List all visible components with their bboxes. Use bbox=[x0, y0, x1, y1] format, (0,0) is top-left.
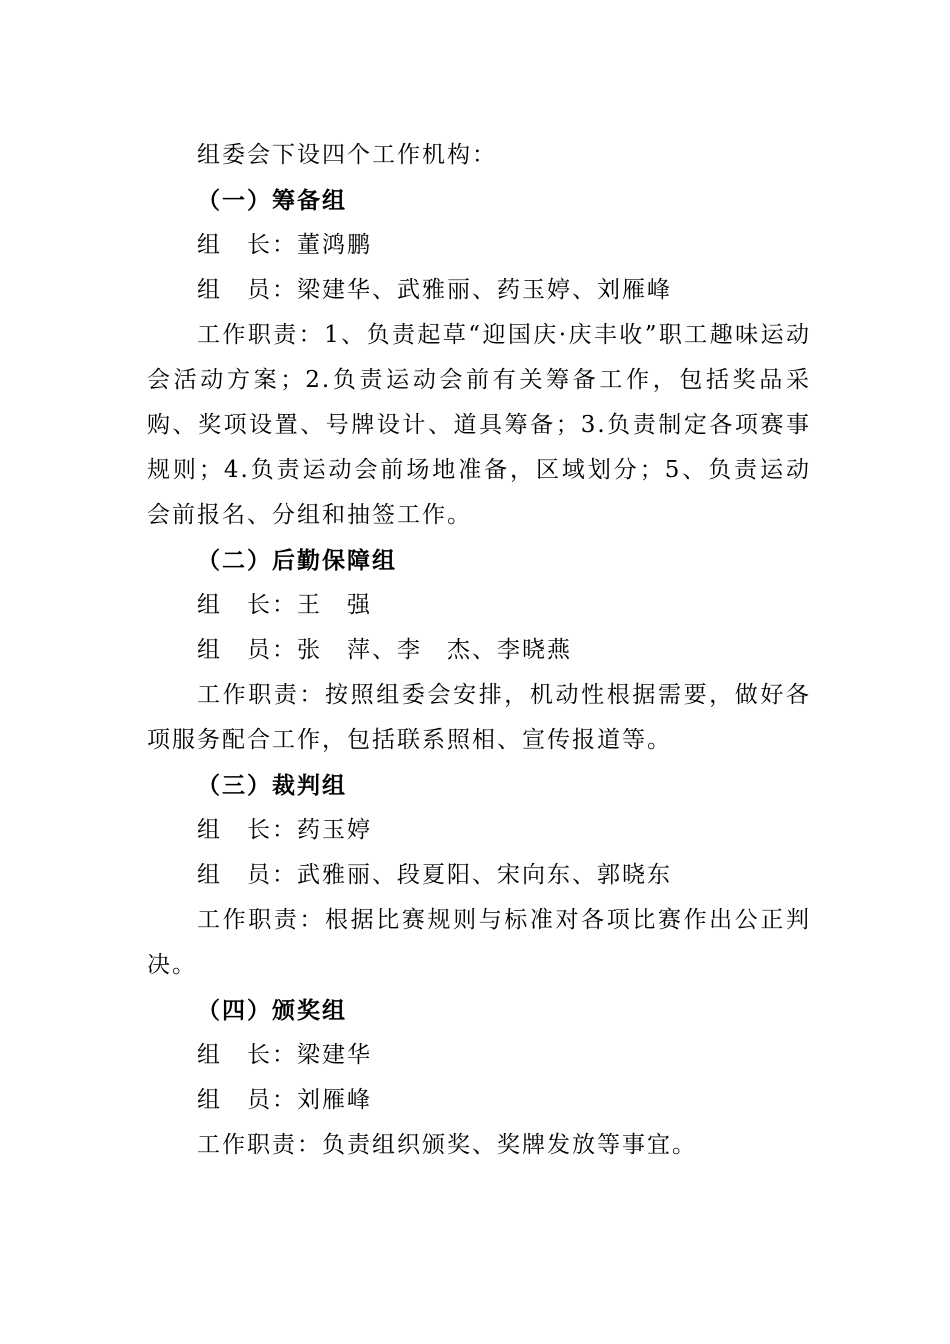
group-1-leader: 董鸿鹏 bbox=[297, 232, 372, 258]
group-3-members-label: 组 员： bbox=[197, 862, 297, 888]
group-3-leader-line bbox=[147, 808, 811, 853]
group-1-heading: （一）筹备组 bbox=[197, 187, 347, 214]
group-2-leader-line bbox=[147, 583, 811, 628]
group-3-leader: 药玉婷 bbox=[297, 817, 372, 843]
group-2-duty: 工作职责：按照组委会安排，机动性根据需要，做好各项服务配合工作，包括联系照相、宣传报道等。 bbox=[147, 682, 811, 753]
group-3-members-line bbox=[147, 853, 811, 898]
group-4-members: 刘雁峰 bbox=[297, 1087, 372, 1113]
group-4-duty: 工作职责：负责组织颁奖、奖牌发放等事宜。 bbox=[197, 1132, 697, 1158]
group-3-members: 武雅丽、段夏阳、宋向东、郭晓东 bbox=[297, 862, 672, 888]
group-4-members-label: 组 员： bbox=[197, 1087, 297, 1113]
group-1-members-line bbox=[147, 268, 811, 313]
group-2-members-label: 组 员： bbox=[197, 637, 297, 663]
group-1-members: 梁建华、武雅丽、药玉婷、刘雁峰 bbox=[297, 277, 672, 303]
group-4-heading: （四）颁奖组 bbox=[197, 997, 347, 1024]
intro-paragraph: 组委会下设四个工作机构： bbox=[197, 142, 497, 168]
group-3-leader-label: 组 长： bbox=[197, 817, 297, 843]
group-4-leader: 梁建华 bbox=[297, 1042, 372, 1068]
group-1-members-label: 组 员： bbox=[197, 277, 297, 303]
group-2-leader: 王 强 bbox=[297, 592, 372, 618]
group-1-duty: 工作职责：1、负责起草“迎国庆·庆丰收”职工趣味运动会活动方案；2.负责运动会前有关筹备工作，包括奖品采购、奖项设置、号牌设计、道具筹备；3.负责制定各项赛事规则；4.负责运动会前场地准备，区域划分；5、负责运动会前报名、分组和抽签工作。 bbox=[147, 322, 811, 528]
group-3-duty: 工作职责：根据比赛规则与标准对各项比赛作出公正判决。 bbox=[147, 907, 811, 978]
group-2-leader-label: 组 长： bbox=[197, 592, 297, 618]
group-1-leader-label: 组 长： bbox=[197, 232, 297, 258]
document-body bbox=[147, 133, 811, 1168]
group-2-members-line bbox=[147, 628, 811, 673]
group-4-leader-line bbox=[147, 1033, 811, 1078]
group-3-heading: （三）裁判组 bbox=[197, 772, 347, 799]
group-4-leader-label: 组 长： bbox=[197, 1042, 297, 1068]
group-1-leader-line bbox=[147, 223, 811, 268]
group-4-members-line bbox=[147, 1078, 811, 1123]
group-2-members: 张 萍、李 杰、李晓燕 bbox=[297, 637, 572, 663]
group-2-heading: （二）后勤保障组 bbox=[197, 547, 397, 574]
